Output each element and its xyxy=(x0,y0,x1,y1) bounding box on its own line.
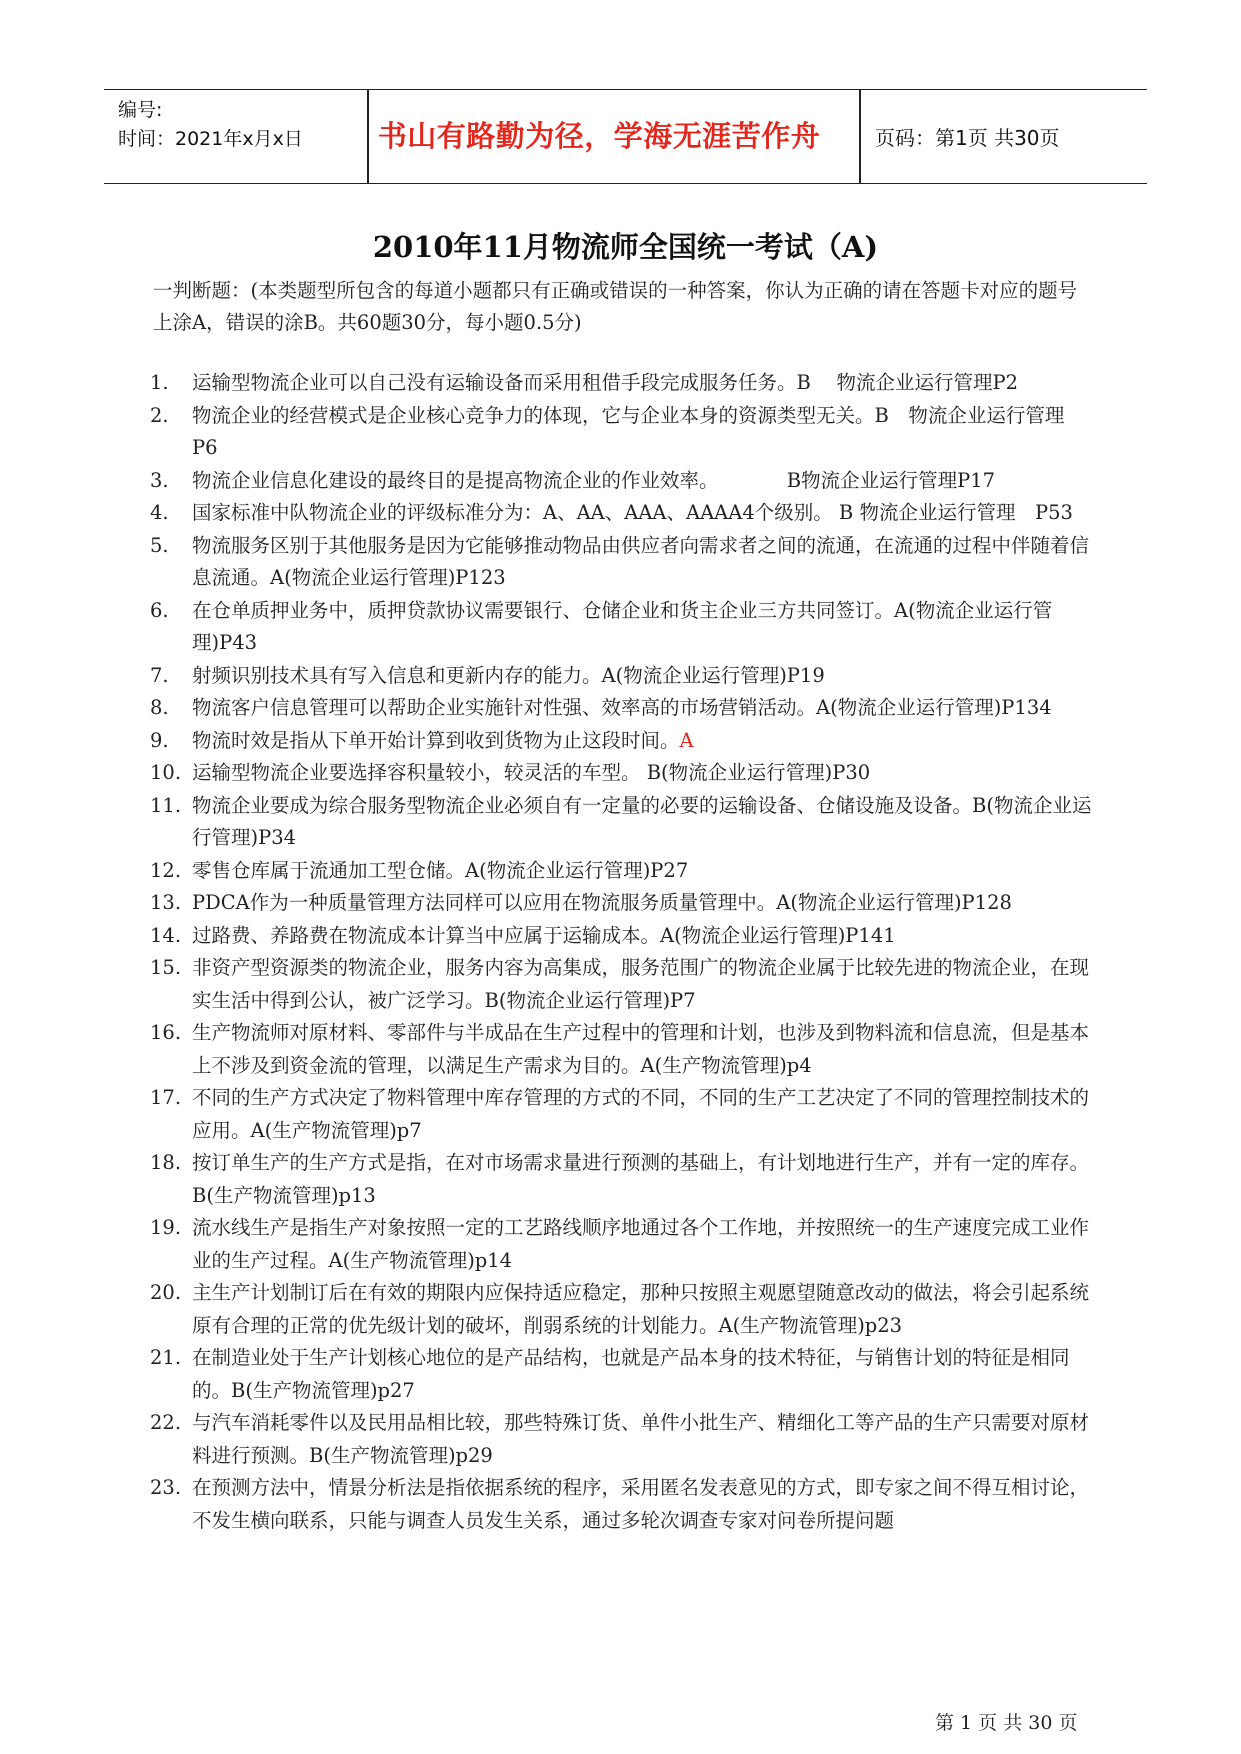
question-item xyxy=(150,790,1098,855)
question-number: 3. xyxy=(150,468,169,492)
question-text: 物流时效是指从下单开始计算到收到货物为止这段时间。 xyxy=(192,728,680,752)
question-number: 6. xyxy=(150,598,169,622)
question-text: 国家标准中队物流企业的评级标准分为：A、AA、AAA、AAAA4个级别。 B 物流企业运行管理 P53 xyxy=(192,501,1073,524)
question-number: 7. xyxy=(150,663,169,687)
question-item xyxy=(150,530,1098,595)
question-text: 在仓单质押业务中，质押贷款协议需要银行、仓储企业和货主企业三方共同签订。A(物流企业运行管理)P43 xyxy=(192,598,1053,654)
time-label: 时间：2021年x月x日 xyxy=(118,128,303,150)
question-number: 5. xyxy=(150,533,169,557)
question-number: 21. xyxy=(150,1346,182,1369)
question-text: 在制造业处于生产计划核心地位的是产品结构，也就是产品本身的技术特征，与销售计划的特征是相同的。B(生产物流管理)p27 xyxy=(192,1346,1070,1402)
header-page-info: 页码：第1页 共30页 xyxy=(875,126,1060,150)
question-text: 与汽车消耗零件以及民用品相比较，那些特殊订货、单件小批生产、精细化工等产品的生产只需要对原材料进行预测。B(生产物流管理)p29 xyxy=(192,1411,1090,1467)
question-item xyxy=(150,757,1098,790)
question-item xyxy=(150,887,1098,920)
question-text: 非资产型资源类的物流企业，服务内容为高集成，服务范围广的物流企业属于比较先进的物流企业，在现实生活中得到公认，被广泛学习。B(物流企业运行管理)P7 xyxy=(192,956,1090,1012)
page-footer: 第 1 页 共 30 页 xyxy=(935,1712,1078,1734)
question-item xyxy=(150,1472,1098,1537)
question-number: 15. xyxy=(150,956,182,979)
question-number: 4. xyxy=(150,501,169,524)
question-text: 流水线生产是指生产对象按照一定的工艺路线顺序地通过各个工作地，并按照统一的生产速度完成工业作业的生产过程。A(生产物流管理)p14 xyxy=(192,1216,1090,1272)
question-number: 13. xyxy=(150,891,182,914)
code-label: 编号: xyxy=(118,99,163,121)
question-number: 14. xyxy=(150,923,182,947)
question-number: 22. xyxy=(150,1411,182,1434)
header-divider xyxy=(859,90,861,183)
question-text: 物流企业信息化建设的最终目的是提高物流企业的作业效率。 B物流企业运行管理P17 xyxy=(192,468,996,492)
question-text: 物流企业要成为综合服务型物流企业必须自有一定量的必要的运输设备、仓储设施及设备。B(物流企业运行管理)P34 xyxy=(192,793,1092,849)
question-number: 23. xyxy=(150,1476,182,1499)
question-item xyxy=(150,692,1098,725)
question-item xyxy=(150,725,1098,758)
question-item xyxy=(150,920,1098,953)
question-text: 运输型物流企业要选择容积量较小，较灵活的车型。 B(物流企业运行管理)P30 xyxy=(192,761,871,784)
question-item xyxy=(150,660,1098,693)
question-list xyxy=(150,367,1098,1537)
question-answer: A xyxy=(679,728,694,752)
question-number: 18. xyxy=(150,1151,182,1174)
question-text: 主生产计划制订后在有效的期限内应保持适应稳定，那种只按照主观愿望随意改动的做法，将会引起系统原有合理的正常的优先级计划的破坏，削弱系统的计划能力。A(生产物流管理)p23 xyxy=(192,1281,1090,1337)
question-text: 生产物流师对原材料、零部件与半成品在生产过程中的管理和计划，也涉及到物料流和信息流，但是基本上不涉及到资金流的管理，以满足生产需求为目的。A(生产物流管理)p4 xyxy=(192,1021,1090,1077)
question-text: 不同的生产方式决定了物料管理中库存管理的方式的不同，不同的生产工艺决定了不同的管理控制技术的应用。A(生产物流管理)p7 xyxy=(192,1086,1090,1142)
question-number: 2. xyxy=(150,403,169,427)
question-number: 9. xyxy=(150,728,169,752)
question-number: 1. xyxy=(150,371,169,394)
question-item xyxy=(150,1147,1098,1212)
question-item xyxy=(150,1407,1098,1472)
question-text: 运输型物流企业可以自己没有运输设备而采用租借手段完成服务任务。B 物流企业运行管理P2 xyxy=(192,371,1019,394)
question-item xyxy=(150,497,1098,530)
question-text: 射频识别技术具有写入信息和更新内存的能力。A(物流企业运行管理)P19 xyxy=(192,663,825,687)
question-text: 物流客户信息管理可以帮助企业实施针对性强、效率高的市场营销活动。A(物流企业运行管理)P134 xyxy=(192,696,1052,719)
header-motto: 书山有路勤为径，学海无涯苦作舟 xyxy=(377,119,821,153)
question-number: 12. xyxy=(150,858,182,882)
question-item xyxy=(150,1342,1098,1407)
question-item xyxy=(150,465,1098,498)
document-title: 2010年11月物流师全国统一考试（A) xyxy=(372,230,879,264)
question-item xyxy=(150,1277,1098,1342)
question-text: 按订单生产的生产方式是指，在对市场需求量进行预测的基础上，有计划地进行生产，并有一定的库存。B(生产物流管理)p13 xyxy=(192,1151,1090,1207)
question-item xyxy=(150,1082,1098,1147)
section-intro: 一判断题：(本类题型所包含的每道小题都只有正确或错误的一种答案，你认为正确的请在答题卡对应的题号上涂A，错误的涂B。共60题30分，每小题0.5分) xyxy=(153,279,1078,334)
question-text: 零售仓库属于流通加工型仓储。A(物流企业运行管理)P27 xyxy=(192,858,689,882)
question-number: 17. xyxy=(150,1086,182,1109)
question-item xyxy=(150,1212,1098,1277)
question-number: 10. xyxy=(150,761,182,784)
header-meta xyxy=(118,96,303,154)
question-item xyxy=(150,1017,1098,1082)
question-text: PDCA作为一种质量管理方法同样可以应用在物流服务质量管理中。A(物流企业运行管理)P128 xyxy=(192,891,1012,914)
question-number: 11. xyxy=(150,793,182,817)
question-number: 8. xyxy=(150,696,169,719)
question-number: 19. xyxy=(150,1216,182,1239)
question-item xyxy=(150,595,1098,660)
page-header xyxy=(104,89,1147,184)
question-item xyxy=(150,367,1098,400)
question-item xyxy=(150,855,1098,888)
question-text: 物流服务区别于其他服务是因为它能够推动物品由供应者向需求者之间的流通，在流通的过程中伴随着信息流通。A(物流企业运行管理)P123 xyxy=(192,533,1090,589)
question-item xyxy=(150,952,1098,1017)
question-text: 物流企业的经营模式是企业核心竞争力的体现，它与企业本身的资源类型无关。B 物流企业运行管理 P6 xyxy=(192,403,1084,459)
question-number: 16. xyxy=(150,1021,182,1044)
question-text: 过路费、养路费在物流成本计算当中应属于运输成本。A(物流企业运行管理)P141 xyxy=(192,923,896,947)
question-number: 20. xyxy=(150,1281,182,1304)
question-item xyxy=(150,400,1098,465)
question-text: 在预测方法中，情景分析法是指依据系统的程序，采用匿名发表意见的方式，即专家之间不得互相讨论，不发生横向联系，只能与调查人员发生关系，通过多轮次调查专家对问卷所提问题 xyxy=(192,1476,1090,1532)
